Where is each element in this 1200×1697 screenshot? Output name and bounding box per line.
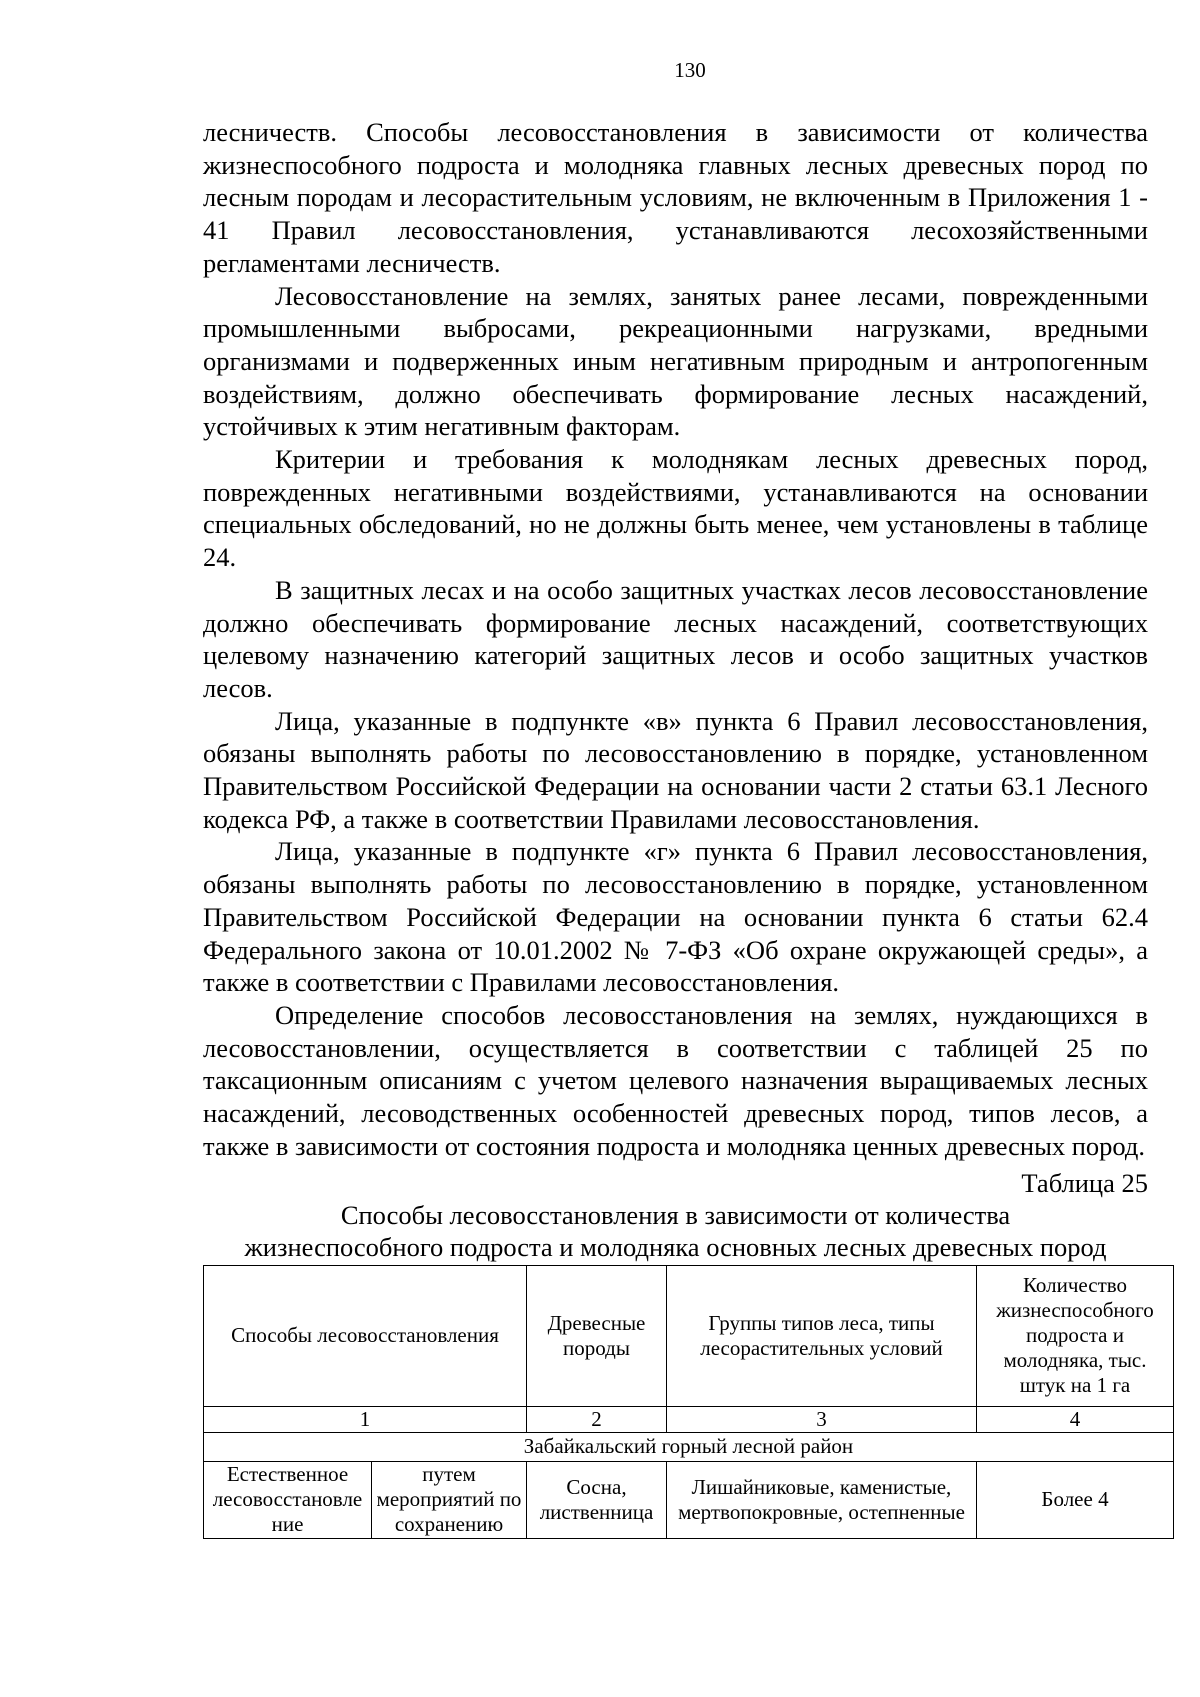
- paragraph: Лица, указанные в подпункте «в» пункта 6 Правил лесовосстановления, обязаны выполнять работы по лесовосстановлению в порядке, установленном Правительством Российской Федерации на основании части 2 статьи 63.1 Лесного кодекса РФ, а также в соответствии Правилами лесовосстановления.: [203, 705, 1148, 834]
- paragraph: Лица, указанные в подпункте «г» пункта 6 Правил лесовосстановления, обязаны выполнять работы по лесовосстановлению в порядке, установленном Правительством Российской Федерации на основании пункта 6 статьи 62.4 Федерального закона от 10.01.2002 № 7-ФЗ «Об охране окружающей среды», а также в соответствии с Правилами лесовосстановления.: [203, 836, 1148, 998]
- paragraph: В защитных лесах и на особо защитных участках лесов лесовосстановление должно обеспечивать формирование лесных насаждений, соответствующих целевому назначению категорий защитных лесов и особо защитных участков лесов.: [203, 574, 1148, 703]
- page-number: 130: [674, 58, 706, 82]
- header-forest-types: Группы типов леса, типы лесорастительных условий: [667, 1265, 977, 1406]
- cell-forest-types: Лишайниковые, каменистые, мертвопокровные, остепненные: [667, 1461, 977, 1538]
- header-species: Древесные породы: [527, 1265, 667, 1406]
- column-number: 4: [977, 1406, 1174, 1432]
- paragraph: Лесовосстановление на землях, занятых ранее лесами, поврежденными промышленными выбросами, рекреационными нагрузками, вредными организмами и подверженных иным негативным природным и антропогенным воздействиям, должно обеспечивать формирование лесных насаждений, устойчивых к этим негативным факторам.: [203, 280, 1148, 442]
- header-quantity: Количество жизнеспособного подроста и молодняка, тыс. штук на 1 га: [977, 1265, 1174, 1406]
- forest-restoration-table: [203, 1265, 1174, 1539]
- table-caption-line-1: Способы лесовосстановления в зависимости от количества: [340, 1199, 1011, 1230]
- table-caption-line-2: жизнеспособного подроста и молодняка основных лесных древесных пород: [244, 1231, 1107, 1262]
- cell-submethod: путем мероприятий по сохранению: [372, 1461, 527, 1538]
- cell-species: Сосна, лиственница: [527, 1461, 667, 1538]
- region-name: Забайкальский горный лесной район: [204, 1432, 1174, 1461]
- table-label: Таблица 25: [1021, 1167, 1148, 1198]
- table-row: [204, 1461, 1174, 1538]
- column-number-row: [204, 1406, 1174, 1432]
- column-number: 3: [667, 1406, 977, 1432]
- cell-method: Естественное лесовосстановле ние: [204, 1461, 372, 1538]
- paragraph: Определение способов лесовосстановления на землях, нуждающихся в лесовосстановлении, осуществляется в соответствии с таблицей 25 по таксационным описаниям с учетом целевого назначения выращиваемых лесных насаждений, лесоводственных особенностей древесных пород, типов лесов, а также в зависимости от состояния подроста и молодняка ценных древесных пород.: [203, 999, 1148, 1161]
- region-row: [204, 1432, 1174, 1461]
- paragraph: лесничеств. Способы лесовосстановления в зависимости от количества жизнеспособного подроста и молодняка главных лесных древесных пород по лесным породам и лесорастительным условиям, не включенным в Приложения 1 - 41 Правил лесовосстановления, устанавливаются лесохозяйственными регламентами лесничеств.: [203, 117, 1148, 278]
- column-number: 2: [527, 1406, 667, 1432]
- cell-quantity: Более 4: [977, 1461, 1174, 1538]
- paragraph: Критерии и требования к молоднякам лесных древесных пород, поврежденных негативными воздействиями, устанавливаются на основании специальных обследований, но не должны быть менее, чем установлены в таблице 24.: [203, 444, 1148, 573]
- table-header-row: [204, 1265, 1174, 1406]
- document-body: [203, 116, 1154, 1539]
- column-number: 1: [204, 1406, 527, 1432]
- header-methods: Способы лесовосстановления: [204, 1265, 527, 1406]
